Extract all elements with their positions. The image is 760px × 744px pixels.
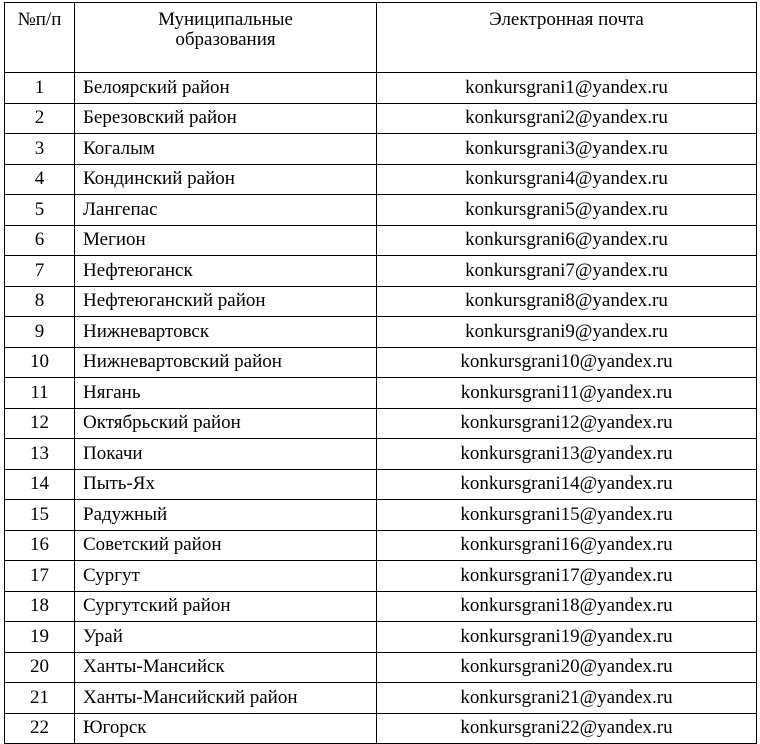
row-number: 9	[5, 317, 75, 348]
table-row	[5, 134, 757, 165]
row-number: 19	[5, 622, 75, 653]
municipality-name: Радужный	[75, 500, 377, 531]
email-address: konkursgrani21@yandex.ru	[377, 683, 757, 714]
email-address: konkursgrani2@yandex.ru	[377, 103, 757, 134]
header-number: №п/п	[5, 3, 75, 73]
municipality-name: Сургут	[75, 561, 377, 592]
row-number: 1	[5, 73, 75, 104]
table-row	[5, 378, 757, 409]
municipality-name: Нижневартовский район	[75, 347, 377, 378]
row-number: 15	[5, 500, 75, 531]
table-row	[5, 103, 757, 134]
email-address: konkursgrani9@yandex.ru	[377, 317, 757, 348]
email-address: konkursgrani7@yandex.ru	[377, 256, 757, 287]
table-row	[5, 195, 757, 226]
table-row	[5, 347, 757, 378]
row-number: 5	[5, 195, 75, 226]
row-number: 14	[5, 469, 75, 500]
row-number: 12	[5, 408, 75, 439]
row-number: 17	[5, 561, 75, 592]
row-number: 22	[5, 713, 75, 744]
email-address: konkursgrani16@yandex.ru	[377, 530, 757, 561]
header-municipality-line2: образования	[175, 29, 276, 50]
table-row	[5, 713, 757, 744]
row-number: 7	[5, 256, 75, 287]
municipality-name: Советский район	[75, 530, 377, 561]
municipality-name: Березовский район	[75, 103, 377, 134]
row-number: 18	[5, 591, 75, 622]
email-address: konkursgrani4@yandex.ru	[377, 164, 757, 195]
municipality-name: Ханты-Мансийск	[75, 652, 377, 683]
table-row	[5, 622, 757, 653]
header-municipality-line1: Муниципальные	[158, 9, 293, 30]
row-number: 13	[5, 439, 75, 470]
row-number: 16	[5, 530, 75, 561]
table-row	[5, 73, 757, 104]
municipality-name: Ханты-Мансийский район	[75, 683, 377, 714]
municipality-name: Когалым	[75, 134, 377, 165]
email-address: konkursgrani1@yandex.ru	[377, 73, 757, 104]
email-address: konkursgrani15@yandex.ru	[377, 500, 757, 531]
table-header-row	[5, 3, 757, 73]
email-address: konkursgrani10@yandex.ru	[377, 347, 757, 378]
table-row	[5, 439, 757, 470]
table-row	[5, 652, 757, 683]
table-row	[5, 286, 757, 317]
row-number: 20	[5, 652, 75, 683]
municipality-name: Нефтеюганск	[75, 256, 377, 287]
municipality-name: Октябрьский район	[75, 408, 377, 439]
email-address: konkursgrani3@yandex.ru	[377, 134, 757, 165]
municipality-name: Нефтеюганский район	[75, 286, 377, 317]
municipality-name: Урай	[75, 622, 377, 653]
municipality-name: Белоярский район	[75, 73, 377, 104]
table-row	[5, 408, 757, 439]
email-address: konkursgrani11@yandex.ru	[377, 378, 757, 409]
table-row	[5, 591, 757, 622]
municipality-name: Мегион	[75, 225, 377, 256]
table-row	[5, 530, 757, 561]
email-address: konkursgrani17@yandex.ru	[377, 561, 757, 592]
email-address: konkursgrani6@yandex.ru	[377, 225, 757, 256]
email-address: konkursgrani14@yandex.ru	[377, 469, 757, 500]
email-address: konkursgrani18@yandex.ru	[377, 591, 757, 622]
row-number: 10	[5, 347, 75, 378]
table-row	[5, 683, 757, 714]
municipality-name: Лангепас	[75, 195, 377, 226]
email-address: konkursgrani20@yandex.ru	[377, 652, 757, 683]
row-number: 8	[5, 286, 75, 317]
row-number: 2	[5, 103, 75, 134]
row-number: 4	[5, 164, 75, 195]
table-row	[5, 225, 757, 256]
row-number: 21	[5, 683, 75, 714]
email-address: konkursgrani19@yandex.ru	[377, 622, 757, 653]
email-address: konkursgrani13@yandex.ru	[377, 439, 757, 470]
email-address: konkursgrani5@yandex.ru	[377, 195, 757, 226]
table-row	[5, 500, 757, 531]
row-number: 3	[5, 134, 75, 165]
table-row	[5, 561, 757, 592]
table-row	[5, 256, 757, 287]
municipality-name: Сургутский район	[75, 591, 377, 622]
table-row	[5, 317, 757, 348]
municipality-name: Нижневартовск	[75, 317, 377, 348]
row-number: 11	[5, 378, 75, 409]
municipality-name: Покачи	[75, 439, 377, 470]
email-address: konkursgrani8@yandex.ru	[377, 286, 757, 317]
municipalities-email-table	[4, 2, 757, 744]
table-row	[5, 469, 757, 500]
table-row	[5, 164, 757, 195]
municipality-name: Пыть-Ях	[75, 469, 377, 500]
header-email: Электронная почта	[377, 3, 757, 73]
email-address: konkursgrani22@yandex.ru	[377, 713, 757, 744]
municipality-name: Кондинский район	[75, 164, 377, 195]
header-municipality	[75, 3, 377, 73]
row-number: 6	[5, 225, 75, 256]
municipality-name: Югорск	[75, 713, 377, 744]
municipality-name: Нягань	[75, 378, 377, 409]
email-address: konkursgrani12@yandex.ru	[377, 408, 757, 439]
